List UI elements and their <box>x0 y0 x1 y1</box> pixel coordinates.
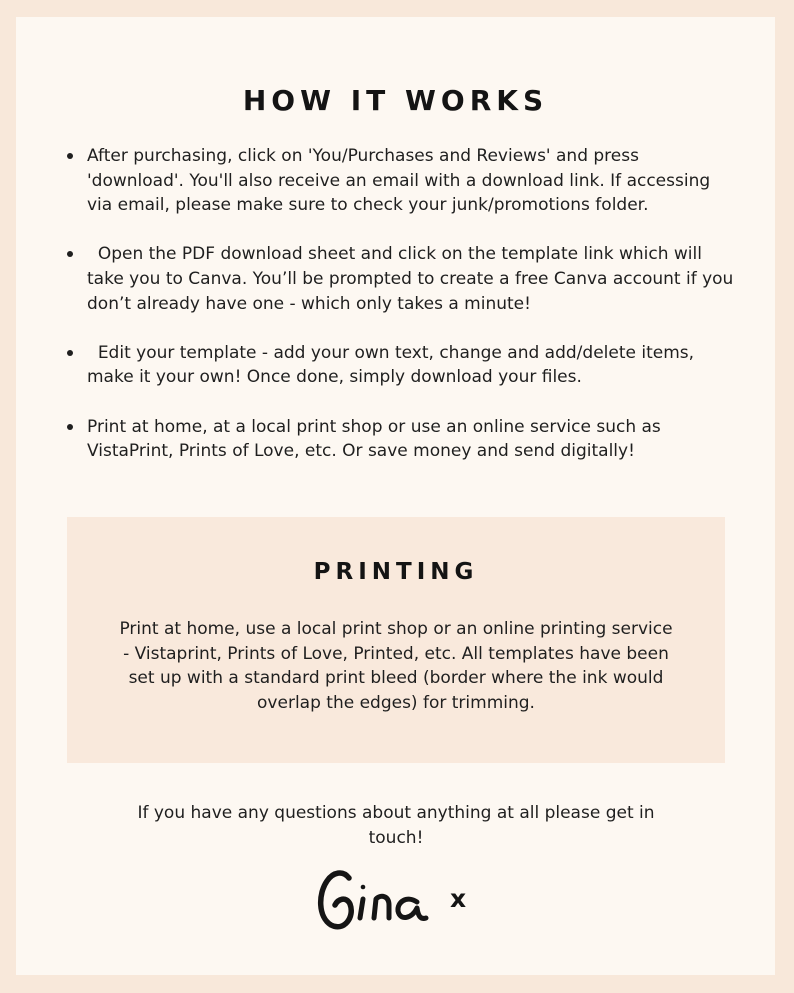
step-text: Print at home, at a local print shop or use an online service such as VistaPrint, Prints of Love, etc. Or save money and send digitally! <box>87 416 667 462</box>
document-page <box>16 17 775 975</box>
page-title: HOW IT WORKS <box>242 84 549 117</box>
list-item <box>66 341 738 390</box>
step-text: Open the PDF download sheet and click on the template link which will take you to Canva. You’ll be prompted to create a free Canva account if you don’t already have one - which only takes a minute! <box>87 244 739 314</box>
step-text: After purchasing, click on 'You/Purchases and Reviews' and press 'download'. You'll also receive an email with a download link. If accessing via email, please make sure to check your junk/promotions folder. <box>87 146 716 216</box>
list-item <box>66 415 738 464</box>
list-item <box>66 242 738 316</box>
step-text: Edit your template - add your own text, change and add/delete items, make it your own! Once done, simply download your files. <box>87 342 700 388</box>
printing-panel <box>67 517 725 763</box>
contact-message: If you have any questions about anything at all please get in touch! <box>137 803 655 848</box>
printing-title: PRINTING <box>313 559 479 585</box>
list-item <box>66 144 738 218</box>
steps-list <box>66 144 738 488</box>
printing-description: Print at home, use a local print shop or an online printing service - Vistaprint, Prints of Love, Printed, etc. All templates have been set up with a standard print bleed (border where the ink would overlap the edges) for trimming. <box>119 619 673 713</box>
signoff-kiss: x <box>450 884 467 913</box>
handwritten-signature <box>313 860 443 934</box>
